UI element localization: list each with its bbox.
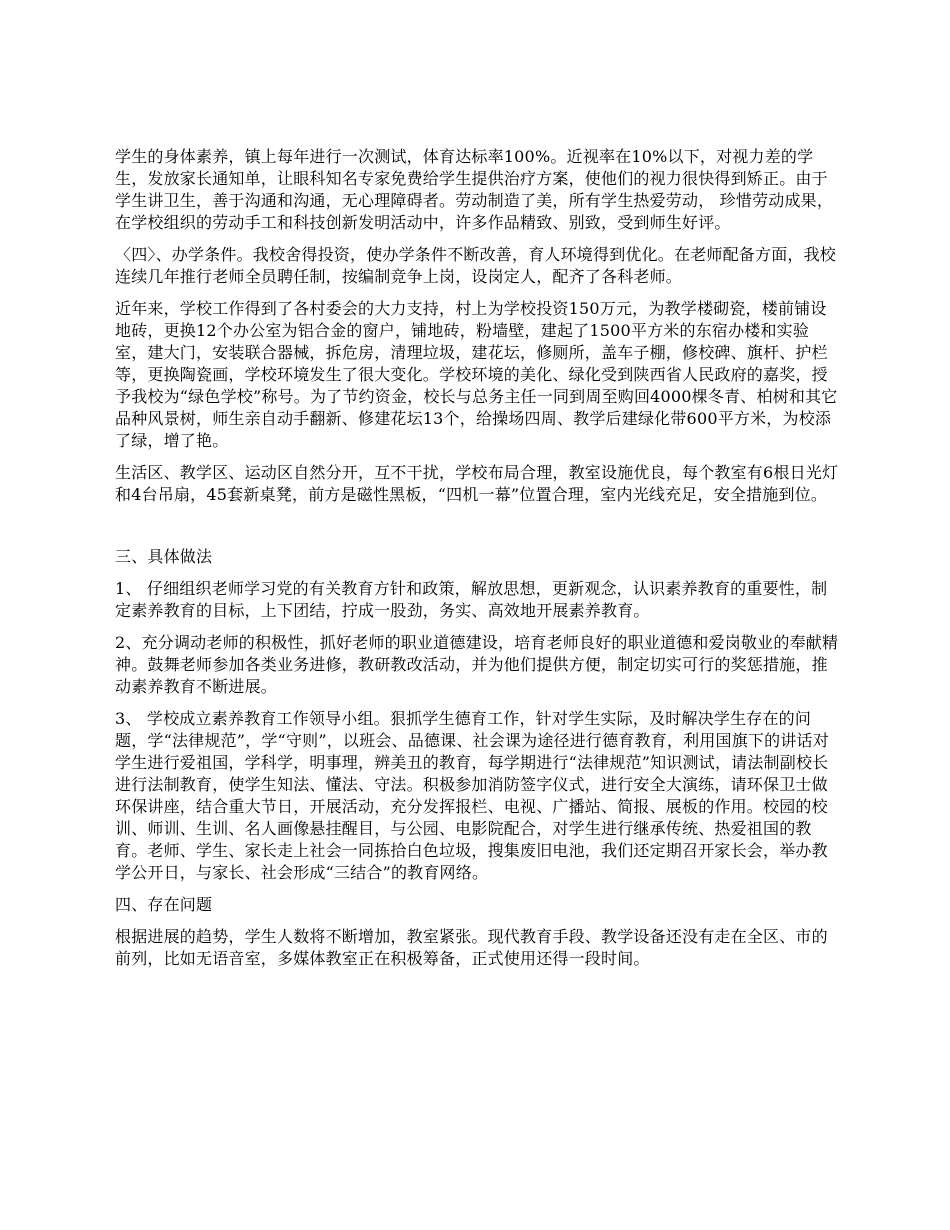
paragraph-investment: 近年来，学校工作得到了各村委会的大力支持，村上为学校投资150万元，为教学楼砌瓷，楼前铺设地砖，更换12个办公室为铝合金的窗户，铺地砖，粉墙壁，建起了1500平方米的东宿办楼和实验室，建大门，安装联合器械，拆危房，清理垃圾，建花坛，修厕所，盖车子棚，修校碑、旗杆、护栏等，更换陶瓷画，学校环境发生了很大变化。学校环境的美化、绿化受到陕西省人民政府的嘉奖，授予我校为“绿色学校”称号。为了节约资金，校长与总务主任一同到周至购回4000棵冬青、柏树和其它品种风景树，师生亲自动手翻新、修建花坛13个，给操场四周、教学后建绿化带600平方米，为校添了绿，增了艳。 <box>115 299 838 450</box>
section-gap <box>115 516 840 546</box>
paragraph-campus-layout: 生活区、教学区、运动区自然分开，互不干扰，学校布局合理，教室设施优良，每个教室有6根日光灯和4台吊扇，45套新桌凳，前方是磁性黑板，“四机一幕”位置合理，室内光线充足，安全措施到位。 <box>115 463 839 504</box>
paragraph-problems: 根据进展的趋势，学生人数将不断增加，教室紧张。现代教育手段、教学设备还没有走在全区、市的前列，比如无语音室，多媒体教室正在积极筹备，正式使用还得一段时间。 <box>115 927 828 968</box>
paragraph-method-3: 3、 学校成立素养教育工作领导小组。狠抓学生德育工作，针对学生实际，及时解决学生存在的问题，学“法律规范”，学“守则”，以班会、品德课、社会课为途径进行德育教育，利用国旗下的讲话对学生进行爱祖国，学科学，明事理，辨美丑的教育，每学期进行“法律规范”知识测试，请法制副校长进行法制教育，使学生知法、懂法、守法。积极参加消防签字仪式，进行安全大演练，请环保卫士做环保讲座，结合重大节日，开展活动，充分发挥报栏、电视、广播站、简报、展板的作用。校园的校训、师训、生训、名人画像悬挂醒目，与公园、电影院配合，对学生进行继承传统、热爱祖国的教育。老师、学生、家长走上社会一同拣拾白色垃圾，搜集废旧电池，我们还定期召开家长会，举办教学公开日，与家长、社会形成“三结合”的教育网络。 <box>115 709 829 882</box>
paragraph-student-quality: 学生的身体素养，镇上每年进行一次测试，体育达标率100%。近视率在10%以下，对视力差的学生，发放家长通知单，让眼科知名专家免费给学生提供治疗方案，使他们的视力很快得到矫正。由于学生讲卫生，善于沟通和沟通，无心理障碍者。劳动制造了美，所有学生热爱劳动， 珍惜劳动成果，在学校组织的劳动手工和科技创新发明活动中，许多作品精致、别致，受到师生好评。 <box>115 147 834 232</box>
paragraph-method-1: 1、 仔细组织老师学习党的有关教育方针和政策，解放思想，更新观念，认识素养教育的重要性，制定素养教育的目标，上下团结，拧成一股劲，务实、高效地开展素养教育。 <box>115 579 828 620</box>
paragraph-method-2: 2、充分调动老师的积极性，抓好老师的职业道德建设，培育老师良好的职业道德和爱岗敬业的奉献精神。鼓舞老师参加各类业务进修，教研教改活动，并为他们提供方便，制定切实可行的奖惩措施，推动素养教育不断进展。 <box>115 633 839 696</box>
section-heading-problems: 四、存在问题 <box>115 895 213 914</box>
section-heading-methods: 三、具体做法 <box>115 547 213 566</box>
document-body <box>115 146 840 970</box>
paragraph-school-conditions: 〈四〉、办学条件。我校舍得投资，使办学条件不断改善，育人环境得到优化。在老师配备方面，我校连续几年推行老师全员聘任制，按编制竞争上岗，设岗定人，配齐了各科老师。 <box>115 245 837 286</box>
